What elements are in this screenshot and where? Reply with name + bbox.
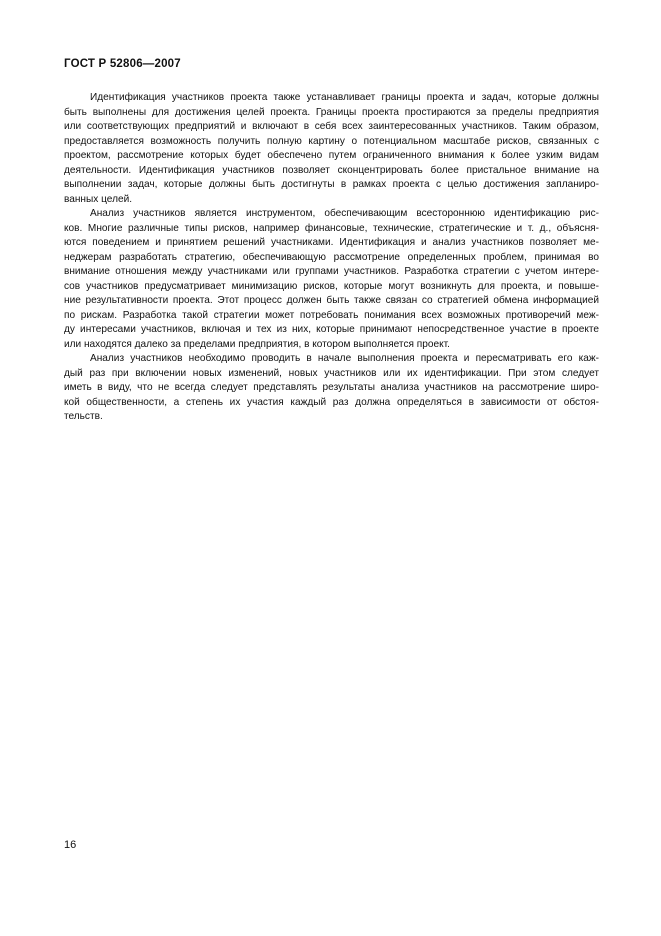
page-number: 16 <box>64 839 77 851</box>
text-line: ков. Многие различные типы рисков, например финансовые, технические, стратегические и т. д., объясня- <box>64 222 599 234</box>
text-line: ду интересами участников, включая и тех из них, которые принимают непосредственное участие в проекте <box>64 324 599 335</box>
text-line: внимание отношения между участниками или группами участников. Разработка стратегии с учетом интере- <box>64 266 599 277</box>
text-line: ванных целей. <box>64 193 133 205</box>
text-line: по рискам. Разработка такой стратегии может потребовать понимания всех возможных противоречий меж- <box>64 309 599 321</box>
text-line: ются поведением и принятием решений участниками. Идентификация и анализ участников позволяет ме- <box>64 237 599 248</box>
text-line: или соответствующих предприятий и включают в себя всех заинтересованных участников. Таким образом, <box>64 121 599 132</box>
text-line: ние результативности проекта. Этот процесс должен быть также связан со стратегией обмена информацией <box>64 295 599 306</box>
text-line: Анализ участников является инструментом, обеспечивающим всестороннюю идентификацию рис- <box>90 208 599 219</box>
text-line: Анализ участников необходимо проводить в начале выполнения проекта и пересматривать его каж- <box>90 353 599 364</box>
text-line: кой общественности, а степень их участия каждый раз должна определяться в зависимости от обстоя- <box>64 396 599 408</box>
standard-code-header: ГОСТ Р 52806—2007 <box>64 58 181 70</box>
text-line: или находятся далеко за пределами предприятия, в котором выполняется проект. <box>64 338 450 350</box>
text-line: дый раз при включении новых изменений, новых участников или их идентификации. При этом следует <box>64 367 599 379</box>
text-line: проектом, рассмотрение которых будет обеспечено путем ограниченного внимания к более узким видам <box>64 150 599 161</box>
text-line: иметь в виду, что не всегда следует представлять результаты анализа участников на рассмотрение широ- <box>64 382 599 393</box>
text-line: деятельности. Идентификация участников позволяет сконцентрировать более пристальное внимание на <box>64 164 599 176</box>
text-line: сов участников предусматривает минимизацию рисков, которые могут возникнуть для проекта, и повыше- <box>64 280 599 292</box>
text-line: быть выполнены для достижения целей проекта. Границы проекта простираются за пределы предприятия <box>64 106 599 118</box>
text-line: выполнении задач, которые должны быть достигнуты в рамках проекта с целью достижения запланиро- <box>64 179 599 190</box>
paragraph-1 <box>64 91 599 207</box>
text-line: Идентификация участников проекта также устанавливает границы проекта и задач, которые должны <box>90 92 599 103</box>
paragraph-2 <box>64 207 599 352</box>
text-line: предоставляется возможность получить полную картину о потенциальном масштабе рисков, связанных с <box>64 135 599 147</box>
text-line: тельств. <box>64 411 103 422</box>
paragraph-3 <box>64 352 599 425</box>
text-line: неджерам разработать стратегию, обеспечивающую рассмотрение определенных проблем, принимая во <box>64 251 599 263</box>
document-body <box>64 91 599 425</box>
